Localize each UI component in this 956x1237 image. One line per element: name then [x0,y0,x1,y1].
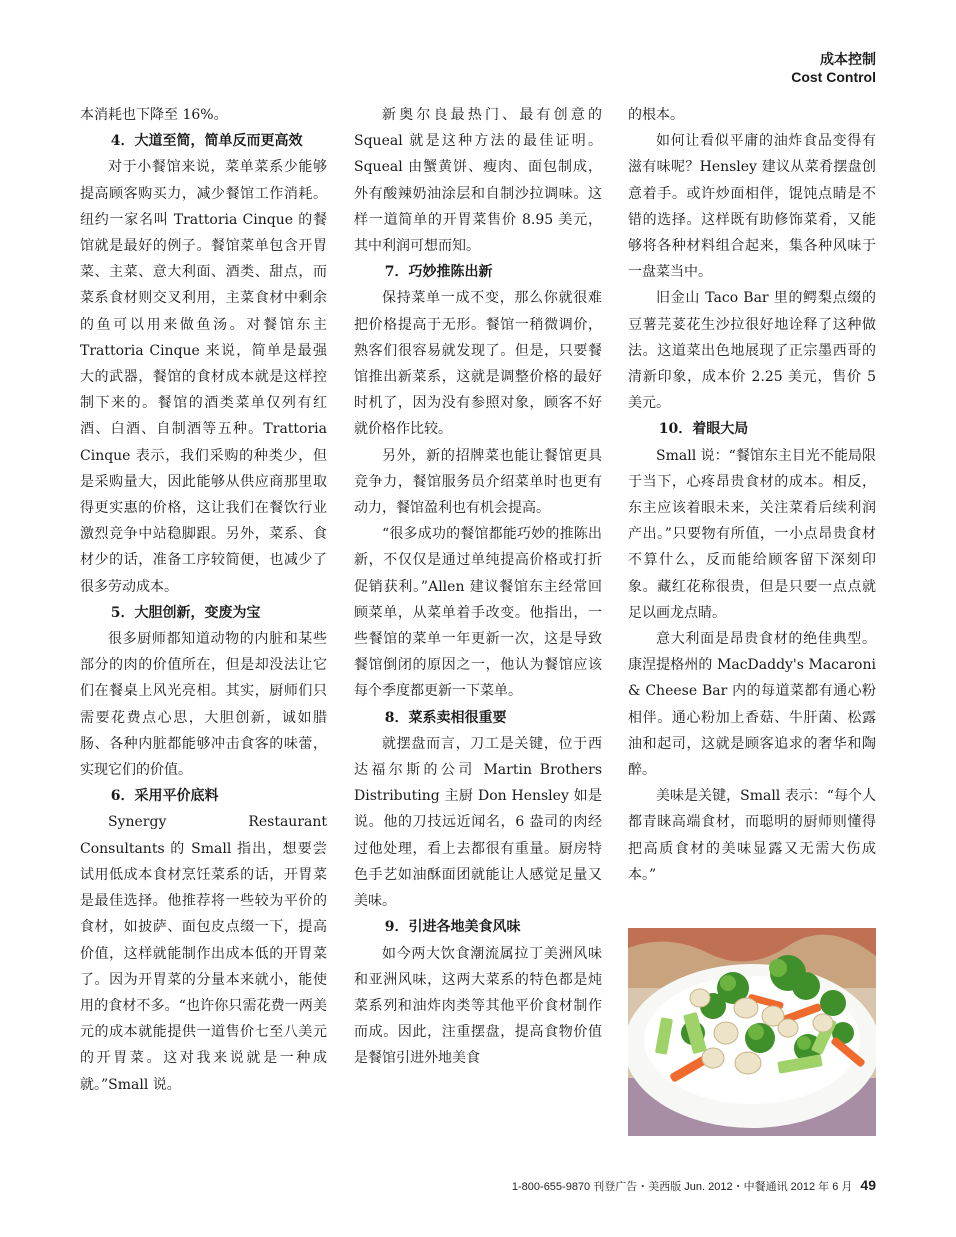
section-header [791,50,876,86]
text-column-1 [80,102,327,1098]
vegetable-dish-illustration [628,928,876,1136]
section-heading: 10．着眼大局 [658,421,749,438]
paragraph: Synergy Restaurant Consultants 的 Small 指出，想要尝试用低成本食材烹饪菜系的话，开胃菜是最佳选择。他推荐将一些较为平价的食材，如披萨、面包皮点缀一下，提高价值，这样就能制作出成本低的开胃菜了。因为开胃菜的分量本来就小，能使用的食材不多。“也许你只需花费一两美元的成本就能提供一道售价七至八美元的开胃菜。这对我来说就是一种成就。”Small 说。 [80,814,327,1093]
page-footer [512,1177,876,1194]
paragraph: 如今两大饮食潮流属拉丁美洲风味和亚洲风味，这两大菜系的特色都是炖菜系列和油炸肉类等其他平价食材制作而成。因此，注重摆盘，提高食物价值是餐馆引进外地美食 [354,945,602,1067]
section-heading: 9．引进各地美食风味 [384,919,521,936]
paragraph: 另外，新的招牌菜也能让餐馆更具竞争力，餐馆服务员介绍菜单时也更有动力，餐馆盈利也有机会提高。 [354,447,602,517]
section-heading: 4．大道至简，简单反而更高效 [110,133,303,150]
paragraph: 如何让看似平庸的油炸食品变得有滋有味呢？Hensley 建议从菜肴摆盘创意着手。或许炒面相伴，馄饨点睛是不错的选择。这样既有助修饰菜肴，又能够将各种材料组合起来，集各种风味于一盘菜当中。 [628,133,876,281]
paragraph: 美味是关键，Small 表示：“每个人都青睐高端食材，而聪明的厨师则懂得把高质食材的美味显露又无需大伤成本。” [628,788,876,883]
paragraph: 就摆盘而言，刀工是关键，位于西达福尔斯的公司 Martin Brothers Distributing 主厨 Don Hensley 如是说。他的刀技远近闻名，6 盎司的肉经过他处理，看上去都很有重量。厨房特色手艺如油酥面团就能让人感觉足量又美味。 [354,735,602,910]
paragraph: 本消耗也下降至 16%。 [80,107,228,123]
paragraph: Small 说：“餐馆东主目光不能局限于当下，心疼昂贵食材的成本。相反，东主应该着眼未来，关注菜肴后续利润产出。”只要物有所值，一小点昂贵食材不算什么，反而能给顾客留下深刻印象。藏红花称很贵，但是只要一点点就足以画龙点睛。 [628,447,876,621]
paragraph: 新奥尔良最热门、最有创意的 Squeal 就是这种方法的最佳证明。Squeal 由蟹黄饼、瘦肉、面包制成，外有酸辣奶油涂层和自制沙拉调味。这样一道简单的开胃菜售价 8.95 美元，其中利润可想而知。 [354,107,602,255]
text-column-3 [628,102,876,888]
section-heading: 5．大胆创新，变废为宝 [110,604,261,621]
page-number: 49 [860,1177,876,1193]
section-heading: 7．巧妙推陈出新 [384,264,493,281]
section-title-en: Cost Control [791,69,876,85]
paragraph: “很多成功的餐馆都能巧妙的推陈出新，不仅仅是通过单纯提高价格或打折促销获利。”Allen 建议餐馆东主经常回顾菜单，从菜单着手改变。他指出，一些餐馆的菜单一年更新一次，这是导致餐馆倒闭的原因之一，他认为餐馆应该每个季度都更新一下菜单。 [354,526,602,700]
paragraph: 对于小餐馆来说，菜单菜系少能够提高顾客购买力，减少餐馆工作消耗。纽约一家名叫 Trattoria Cinque 的餐馆就是最好的例子。餐馆菜单包含开胃菜、主菜、意大利面、酒类、甜点，而菜系食材则交叉利用，主菜食材中剩余的鱼可以用来做鱼汤。对餐馆东主 Trattoria Cinque 来说，简单是最强大的武器，餐馆的食材成本就是这样控制下来的。餐馆的酒类菜单仅列有红酒、白酒、自制酒等五种。Trattoria Cinque 表示，我们采购的种类少，但是采购量大，因此能够从供应商那里取得更实惠的价格，这让我们在餐饮行业激烈竞争中站稳脚跟。另外，菜系、食材少的话，准备工序较简便，也减少了很多劳动成本。 [80,159,327,595]
paragraph: 旧金山 Taco Bar 里的鳄梨点缀的豆薯芫荽花生沙拉很好地诠释了这种做法。这道菜出色地展现了正宗墨西哥的清新印象，成本价 2.25 美元，售价 5 美元。 [628,290,876,412]
vegetable-dish-photo [628,928,876,1136]
paragraph: 的根本。 [628,107,684,123]
paragraph: 保持菜单一成不变，那么你就很难把价格提高于无形。餐馆一稍微调价，熟客们很容易就发现了。但是，只要餐馆推出新菜系，这就是调整价格的最好时机了，因为没有参照对象，顾客不好就价格作比较。 [354,290,602,438]
section-title-zh: 成本控制 [820,51,876,67]
paragraph: 很多厨师都知道动物的内脏和某些部分的肉的价值所在，但是却没法让它们在餐桌上风光亮相。其实，厨师们只需要花费点心思，大胆创新，诚如腊肠、各种内脏都能够冲击食客的味蕾，实现它们的价值。 [80,631,327,779]
text-column-2 [354,102,602,1072]
paragraph: 意大利面是昂贵食材的绝佳典型。康涅提格州的 MacDaddy's Macaroni & Cheese Bar 内的每道菜都有通心粉相伴。通心粉加上香菇、牛肝菌、松露油和起司，这就是顾客追求的奢华和陶醉。 [628,631,876,779]
section-heading: 6．采用平价底料 [110,788,219,805]
section-heading: 8．菜系卖相很重要 [384,709,507,726]
footer-text: 1-800-655-9870 刊登广告・美西版 Jun. 2012・中餐通讯 2012 年 6 月 [511,1181,853,1193]
